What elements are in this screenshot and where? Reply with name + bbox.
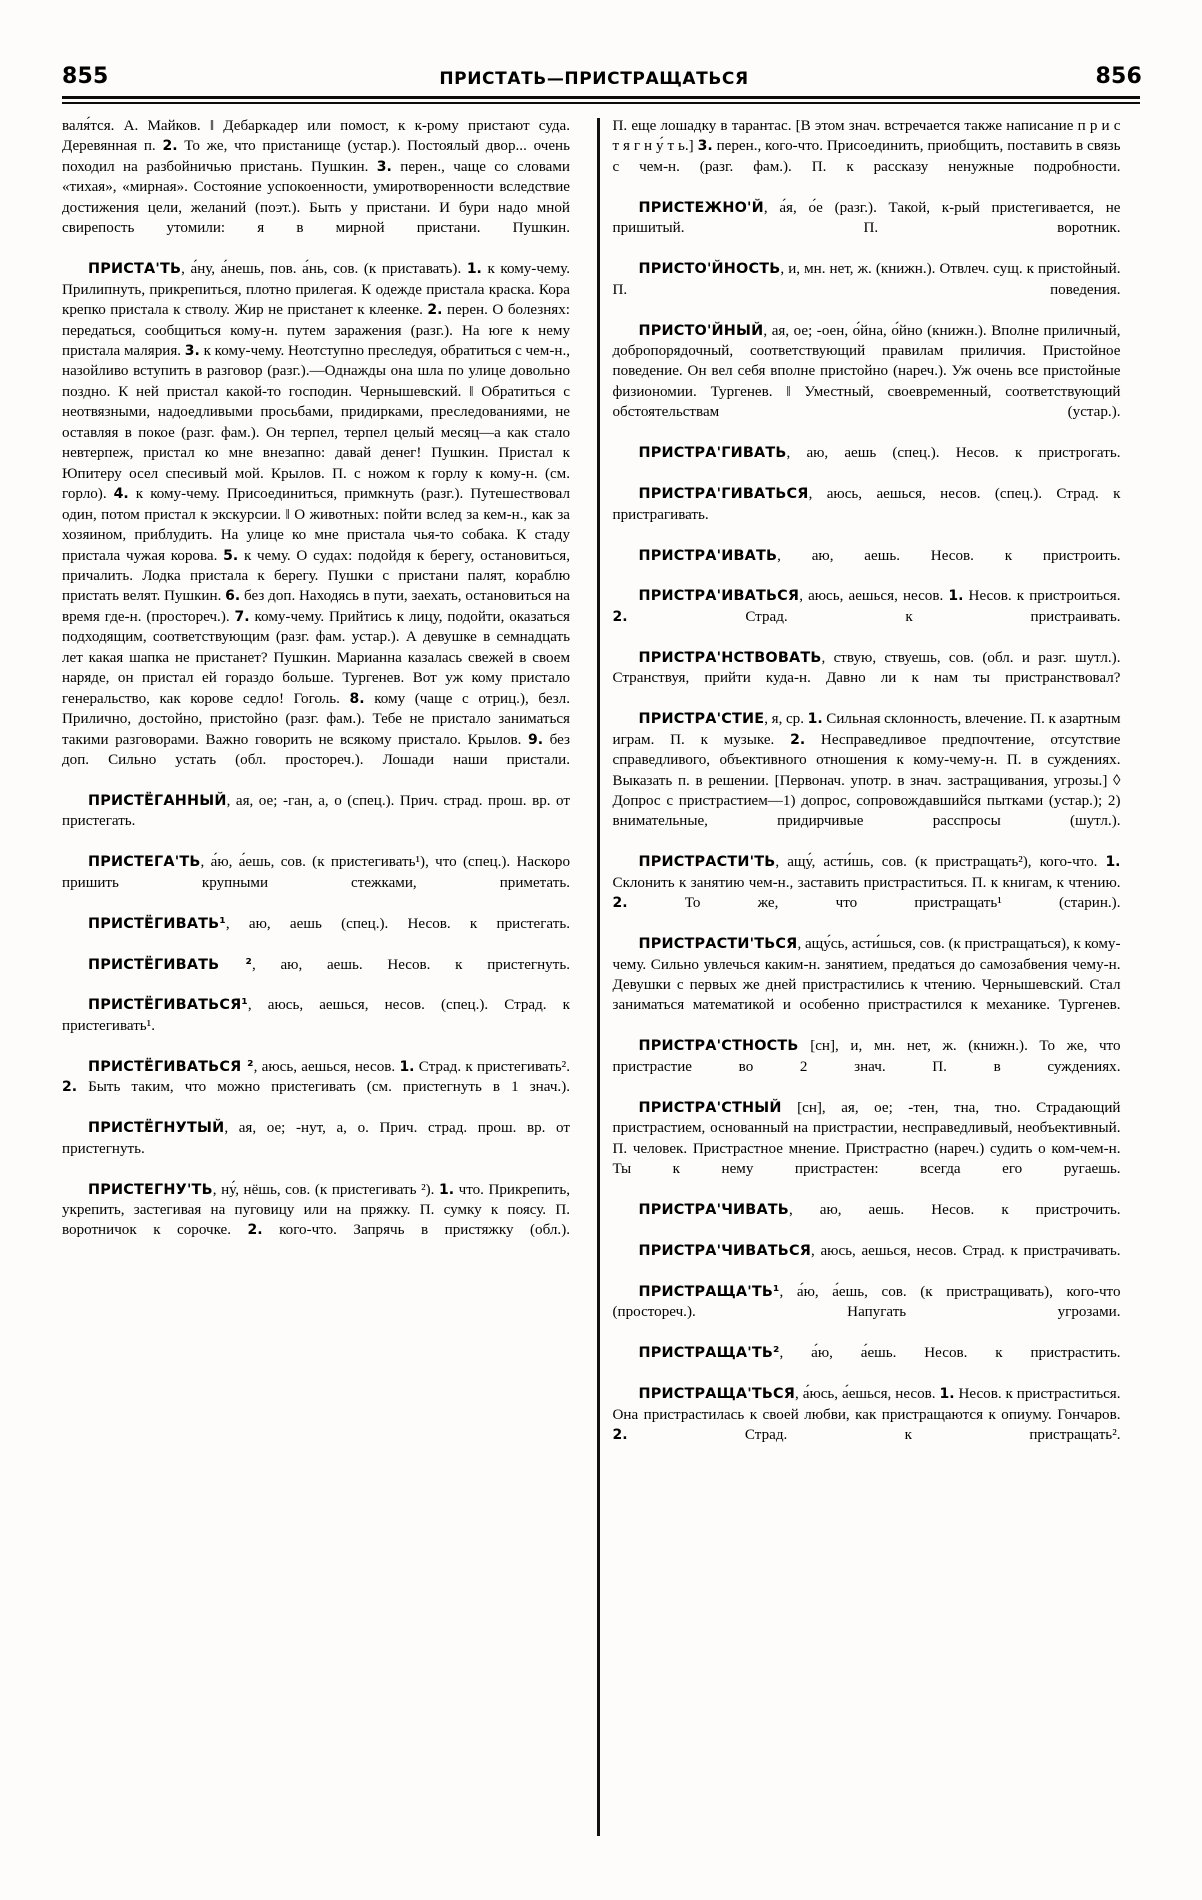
- dictionary-entry: [613, 443, 1121, 484]
- entry-headword: ПРИСТЁГНУТЫЙ: [88, 1120, 225, 1137]
- dictionary-entry: [62, 791, 570, 852]
- entry-headword: ПРИСТЕГНУ'ТЬ: [88, 1181, 213, 1198]
- entry-headword: ПРИСТЁГИВАТЬСЯ¹: [88, 997, 248, 1014]
- entry-headword: ПРИСТЁГИВАТЬСЯ ²: [88, 1058, 254, 1075]
- dictionary-entry: [613, 1282, 1121, 1343]
- dictionary-entry: [613, 648, 1121, 709]
- entry-definition: , ащу́, асти́шь, сов. (к пристращать²), кого-что. 1. Склонить к занятию чем-н., заставить пристраститься. П. к книгам, к чтению. 2. То же, что пристращать¹ (старин.).: [612, 854, 1121, 912]
- entry-headword: ПРИСТА'ТЬ: [88, 261, 182, 278]
- dictionary-entry: [613, 1343, 1121, 1384]
- entry-definition: , а́ю, а́ешь, сов. (к пристегивать¹), что (спец.). Наскоро пришить крупными стежками, приметать.: [62, 854, 570, 891]
- entry-headword: ПРИСТЁГИВАТЬ¹: [88, 915, 226, 932]
- running-head-title: ПРИСТАТЬ—ПРИСТРАЩАТЬСЯ: [439, 69, 749, 89]
- entry-definition: , я, ср. 1. Сильная склонность, влечение. П. к азартным играм. П. к музыке. 2. Несправедливое предпочтение, отсутствие справедливого, объективного отношения к кому-чему-н. П. в суждениях. Выказать п. в решении. [Первонач. употр. в знач. застращивания, угрозы.] ◊ Допрос с пристрастием—1) допрос, сопровождавшийся пытками (устар.); 2) внимательные, придирчивые расспросы (шутл.).: [612, 711, 1121, 830]
- entry-headword: ПРИСТРАСТИ'ТЬ: [638, 854, 776, 871]
- entry-definition: [сн], и, мн. нет, ж. (книжн.). То же, что пристрастие во 2 знач. П. в суждениях.: [612, 1038, 1121, 1075]
- dictionary-entry: [613, 1098, 1121, 1200]
- dictionary-entry: [613, 1200, 1121, 1241]
- entry-headword: ПРИСТРА'ЧИВАТЬ: [638, 1202, 789, 1219]
- entry-definition: , ая, ое; -нут, а, о. Прич. страд. прош. вр. от пристегнуть.: [62, 1120, 570, 1157]
- entry-definition: , аю, аешь. Несов. к пристрочить.: [788, 1202, 1121, 1219]
- dictionary-entry: [613, 1384, 1121, 1466]
- dictionary-entry: [62, 995, 570, 1056]
- dictionary-entry: [613, 484, 1121, 545]
- column-container: [62, 116, 1140, 1836]
- column-left: [62, 116, 584, 1836]
- dictionary-entry: [613, 852, 1121, 934]
- entry-headword: ПРИСТРА'НСТВОВАТЬ: [638, 649, 822, 666]
- dictionary-entry: [613, 259, 1121, 320]
- entry-headword: ПРИСТРА'ГИВАТЬСЯ: [638, 486, 809, 503]
- entry-definition: , ая, ое; -оен, о́йна, о́йно (книжн.). Вполне приличный, добропорядочный, соответствующий правилам приличия. Пристойное поведение. Он вел себя вполне пристойно (нареч.). Уж очень все пристойные физиономии. Тургенев. ‖ Уместный, своевременный, соответствующий обстоятельствам (устар.).: [612, 322, 1121, 421]
- rule-thin: [62, 102, 1140, 104]
- entry-headword: ПРИСТРАЩА'ТЬ¹: [638, 1283, 780, 1300]
- entry-definition: , ну́, нёшь, сов. (к пристегивать ²). 1. что. Прикрепить, укрепить, застегивая на пуговицу или на пряжку. П. сумку к поясу. П. воротничок к сорочке. 2. кого-что. Запрячь в пристяжку (обл.).: [62, 1181, 570, 1239]
- column-divider: [597, 118, 600, 1836]
- entry-definition: , ащу́сь, асти́шься, сов. (к пристращаться), к кому-чему. Сильно увлечься каким-н. занятием, предаться до самозабвения чему-н. Девушки с первых же дней пристрастились к чтению. Чернышевский. Стал заниматься математикой и особенно пристрастился к механике. Тургенев.: [612, 936, 1121, 1014]
- dictionary-entry: [62, 259, 570, 791]
- dictionary-entry: [613, 934, 1121, 1036]
- dictionary-entry: [613, 709, 1121, 852]
- entry-definition: , а́ю, а́ешь. Несов. к пристрастить.: [779, 1345, 1121, 1362]
- entry-headword: ПРИСТЕЖНО'Й: [638, 199, 764, 216]
- column-right: [613, 116, 1121, 1836]
- dictionary-entry: [62, 1118, 570, 1179]
- entry-headword: ПРИСТО'ЙНОСТЬ: [638, 261, 781, 278]
- entry-definition: , и, мн. нет, ж. (книжн.). Отвлеч. сущ. к пристойный. П. поведения.: [612, 261, 1121, 298]
- entry-definition: , ствую, ствуешь, сов. (обл. и разг. шутл.). Странствуя, прийти куда-н. Давно ли к нам ты пристранствовал?: [612, 649, 1121, 687]
- dictionary-entry: [613, 321, 1121, 444]
- dictionary-entry: [613, 546, 1121, 587]
- entry-carryover: П. еще лошадку в тарантас. [В этом знач. встречается также написание п р и с т я г н у́ т ь.] 3. перен., кого-что. Присоединить, приобщить, поставить в связь с чем-н. (разг. фам.). П. к рассказу ненужные подробности.: [612, 118, 1121, 175]
- entry-headword: ПРИСТРА'ЧИВАТЬСЯ: [638, 1242, 812, 1259]
- dictionary-entry: [62, 852, 570, 913]
- entry-definition: , а́ю, а́ешь, сов. (к пристращивать), кого-что (простореч.). Напугать угрозами.: [612, 1283, 1121, 1321]
- entry-headword: ПРИСТЕГА'ТЬ: [88, 854, 201, 871]
- dictionary-entry: [613, 198, 1121, 259]
- entry-headword: ПРИСТРА'ИВАТЬСЯ: [638, 588, 800, 605]
- entry-definition: , аюсь, аешься, несов. Страд. к пристрачивать.: [811, 1242, 1121, 1259]
- entry-headword: ПРИСТЁГИВАТЬ ²: [88, 956, 252, 973]
- entry-headword: ПРИСТРА'СТНОСТЬ: [638, 1038, 799, 1055]
- entry-headword: ПРИСТРА'СТНЫЙ: [638, 1099, 782, 1116]
- entry-definition: , аю, аешь (спец.). Несов. к пристегать.: [225, 915, 570, 932]
- entry-definition: [сн], ая, ое; -тен, тна, тно. Страдающий пристрастием, основанный на пристрастии, несправедливый, необъективный. П. человек. Пристрастное мнение. Пристрастно (нареч.) судить о ком-чем-н. Ты к нему пристрастен: всегда его ругаешь.: [612, 1099, 1121, 1178]
- entry-headword: ПРИСТО'ЙНЫЙ: [638, 322, 764, 339]
- folio-right: 856: [1095, 64, 1142, 89]
- entry-definition: , аюсь, аешься, несов. 1. Страд. к пристегивать². 2. Быть таким, что можно пристегивать (см. пристегнуть в 1 знач.).: [62, 1058, 570, 1096]
- folio-left: 855: [62, 64, 109, 89]
- entry-definition: , а́юсь, а́ешься, несов. 1. Несов. к пристраститься. Она пристрастилась к своей любви, как пристращаются к опиуму. Гончаров. 2. Страд. к пристращать².: [612, 1386, 1121, 1443]
- dictionary-entry: [62, 955, 570, 996]
- entry-headword: ПРИСТРАЩА'ТЬ²: [638, 1345, 780, 1362]
- entry-definition: , а́ну, а́нешь, пов. а́нь, сов. (к приставать). 1. к кому-чему. Прилипнуть, прикрепиться, плотно прилегая. К одежде пристала краска. Кора крепко пристала к стволу. Жир не пристанет к клеенке. 2. перен. О болезнях: передаться, сообщиться кому-н. путем заражения (разг.). На юге к нему пристала малярия. 3. к кому-чему. Неотступно преследуя, обратиться с чем-н., назойливо вступить в разговор (разг.).—Однажды она шла по улице довольно поздно. К ней пристал какой-то господин. Чернышевский. ‖ Обратиться с неотвязными, надоедливыми просьбами, придирками, преследованиями, не оставляя в покое (разг. фам.). Он терпел, терпел целый месяц—а как стало невтерпеж, пристал ко мне внезапно: давай денег! Пушкин. Пристал к Юпитеру осел спесивый мой. Крылов. П. с ножом к горлу к кому-н. (см. горло). 4. к кому-чему. Присоединиться, примкнуть (разг.). Путешествовал один, потом пристал к экскурсии. ‖ О животных: пойти вслед за кем-н., как за хозяином, приблудить. На улице ко мне пристала чья-то собака. К стаду пристала чужая корова. 5. к чему. О судах: подойдя к берегу, остановиться, причалить. Лодка пристала к берегу. Пушки с пристани палят, кораблю пристать велят. Пушкин. 6. без доп. Находясь в пути, заехать, остановиться на время где-н. (простореч.). 7. кому-чему. Прийтись к лицу, подойти, оказаться подходящим, соответствующим (разг. фам. устар.). А девушке в семнадцать лет какая шапка не пристанет? Пушкин. Марианна казалась свежей в своем наряде, он пристал ей гораздо больше. Тургенев. Вот уж кому пристало генеральство, как корове седло! Гоголь. 8. кому (чаще с отриц.), безл. Прилично, достойно, пристойно (разг. фам.). Тебе не пристало заниматься такими разговорами. Важно говорить не всякому пристало. Крылов. 9. без доп. Сильно устать (обл. простореч.). Лошади наши пристали.: [62, 261, 571, 769]
- dictionary-entry: [62, 1180, 570, 1262]
- entry-headword: ПРИСТЁГАННЫЙ: [88, 792, 227, 809]
- entry-headword: ПРИСТРА'СТИЕ: [638, 711, 765, 728]
- entry-definition: , аюсь, аешься, несов. 1. Несов. к пристроиться. 2. Страд. к пристраивать.: [612, 588, 1121, 625]
- entry-headword: ПРИСТРА'ГИВАТЬ: [638, 445, 787, 462]
- header-double-rule: [62, 96, 1140, 104]
- entry-headword: ПРИСТРАСТИ'ТЬСЯ: [638, 936, 798, 953]
- entry-definition: , аю, аешь (спец.). Несов. к пристрогать.: [786, 445, 1121, 462]
- dictionary-entry: [613, 1241, 1121, 1282]
- running-head: [62, 58, 1142, 88]
- entry-carryover: валя́тся. А. Майков. ‖ Дебаркадер или помост, к к-рому пристают суда. Деревянная п. 2. То же, что пристанище (устар.). Постоялый двор... очень походил на разбойничью пристань. Пушкин. 3. перен., чаще со словами «тихая», «мирная». Состояние успокоенности, умиротворенности вследствие достижения цели, желаний (поэт.). Быть у пристани. И бури надо мной свирепость утомили: я в мирной пристани. Пушкин.: [62, 118, 570, 237]
- dictionary-entry: [62, 1057, 570, 1118]
- entry-definition: , а́я, о́е (разг.). Такой, к-рый пристегивается, не пришитый. П. воротник.: [612, 199, 1121, 237]
- dictionary-entry: [613, 1036, 1121, 1097]
- entry-definition: , аю, аешь. Несов. к пристроить.: [777, 547, 1121, 564]
- entry-headword: ПРИСТРА'ИВАТЬ: [638, 547, 778, 564]
- dictionary-entry: [62, 914, 570, 955]
- dictionary-entry: [613, 586, 1121, 647]
- entry-definition: , ая, ое; -ган, а, о (спец.). Прич. страд. прош. вр. от пристегать.: [62, 792, 570, 830]
- entry-definition: , аюсь, аешься, несов. (спец.). Страд. к пристегивать¹.: [62, 997, 570, 1034]
- entry-definition: , аю, аешь. Несов. к пристегнуть.: [252, 956, 570, 973]
- entry-definition: , аюсь, аешься, несов. (спец.). Страд. к пристрагивать.: [612, 486, 1121, 523]
- entry-headword: ПРИСТРАЩА'ТЬСЯ: [638, 1386, 796, 1403]
